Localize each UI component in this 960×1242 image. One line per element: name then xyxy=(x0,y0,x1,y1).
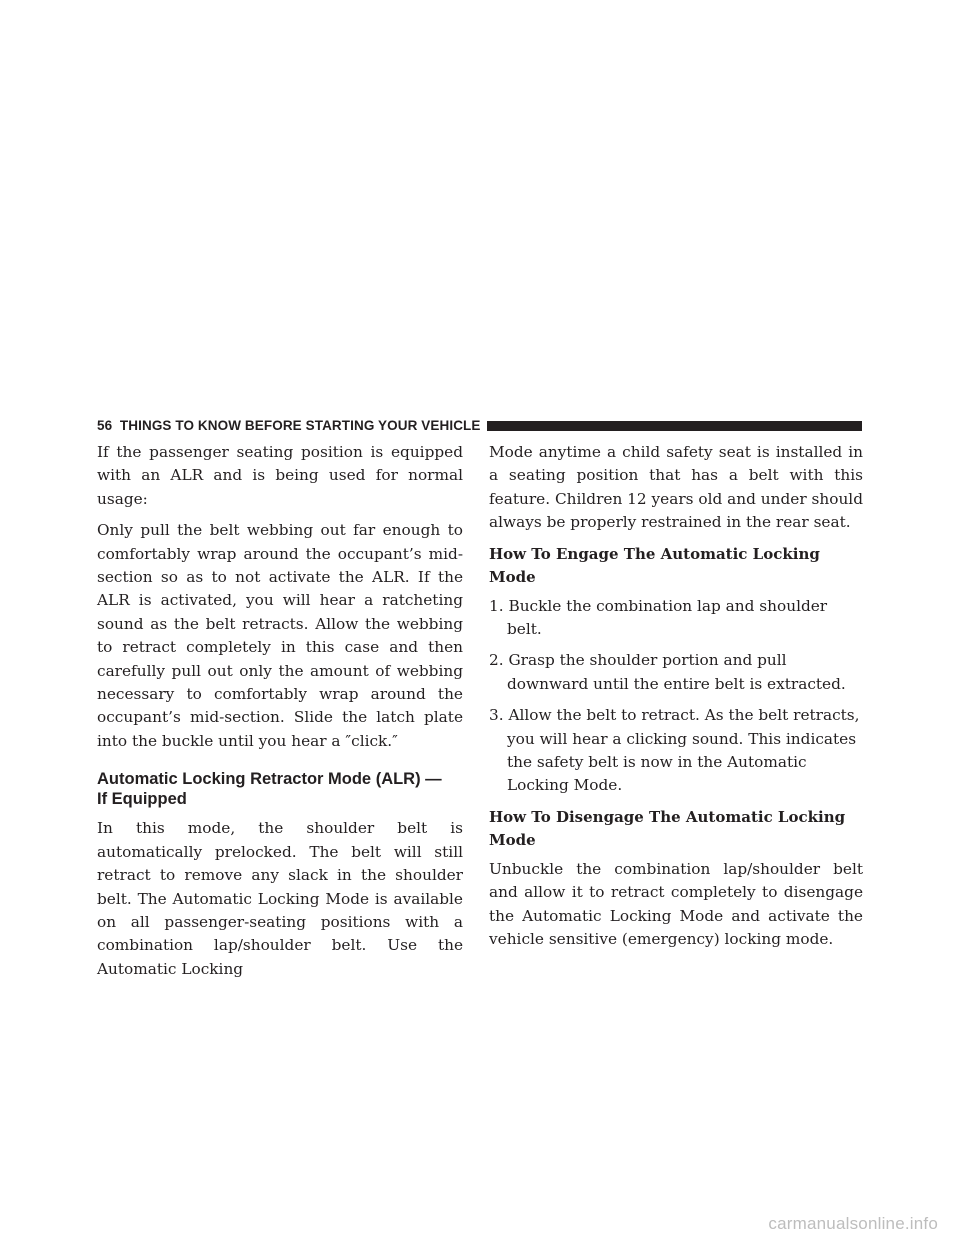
engage-step-3: 3. Allow the belt to retract. As the belt retracts, you will hear a clicking sound. This indicates the safety belt is now in the Automatic Locking Mode. xyxy=(489,706,860,795)
header-rule xyxy=(487,421,863,431)
left-column xyxy=(97,441,463,989)
right-column xyxy=(489,441,863,960)
disengage-body: Unbuckle the combination lap/shoulder belt and allow it to retract completely to disengage the Automatic Locking Mode and activate the vehicle sensitive (emergency) locking mode. xyxy=(489,859,863,949)
disengage-heading: How To Disengage The Automatic Locking Mode xyxy=(489,807,846,849)
section-title: THINGS TO KNOW BEFORE STARTING YOUR VEHICLE xyxy=(119,418,481,433)
intro-paragraph: If the passenger seating position is equipped with an ALR and is being used for normal usage: xyxy=(97,443,463,508)
alr-heading-line2: If Equipped xyxy=(97,790,187,809)
alr-section-body: In this mode, the shoulder belt is automatically prelocked. The belt will still retract to remove any slack in the shoulder belt. The Automatic Locking Mode is available on all passenger-seating positions with a combination lap/shoulder belt. Use the Automatic Locking xyxy=(97,819,463,978)
engage-steps-list xyxy=(489,595,863,798)
engage-step-1: 1. Buckle the combination lap and shoulder belt. xyxy=(489,596,828,639)
alr-heading-line1: Automatic Locking Retractor Mode (ALR) — xyxy=(97,770,442,789)
continuation-paragraph: Mode anytime a child safety seat is installed in a seating position that has a belt with this feature. Children 12 years old and under should always be properly restrained in the rear seat. xyxy=(489,443,863,532)
engage-step-2: 2. Grasp the shoulder portion and pull downward until the entire belt is extracted. xyxy=(489,651,846,693)
alr-section-heading xyxy=(97,769,463,809)
engage-heading: How To Engage The Automatic Locking Mode xyxy=(489,544,820,586)
watermark-footer: carmanualsonline.info xyxy=(768,1214,938,1233)
page-header-text xyxy=(97,417,481,435)
instruction-paragraph: Only pull the belt webbing out far enough to comfortably wrap around the occupant’s mid-section so as to not activate the ALR. If the ALR is activated, you will hear a ratcheting sound as the belt retracts. Allow the webbing to retract completely in this case and then carefully pull out only the amount of webbing necessary to comfortably wrap around the occupant’s mid-section. Slide the latch plate into the buckle until you hear a ″click.″ xyxy=(97,521,463,750)
page-header xyxy=(97,417,862,435)
page-number: 56 xyxy=(97,418,113,433)
